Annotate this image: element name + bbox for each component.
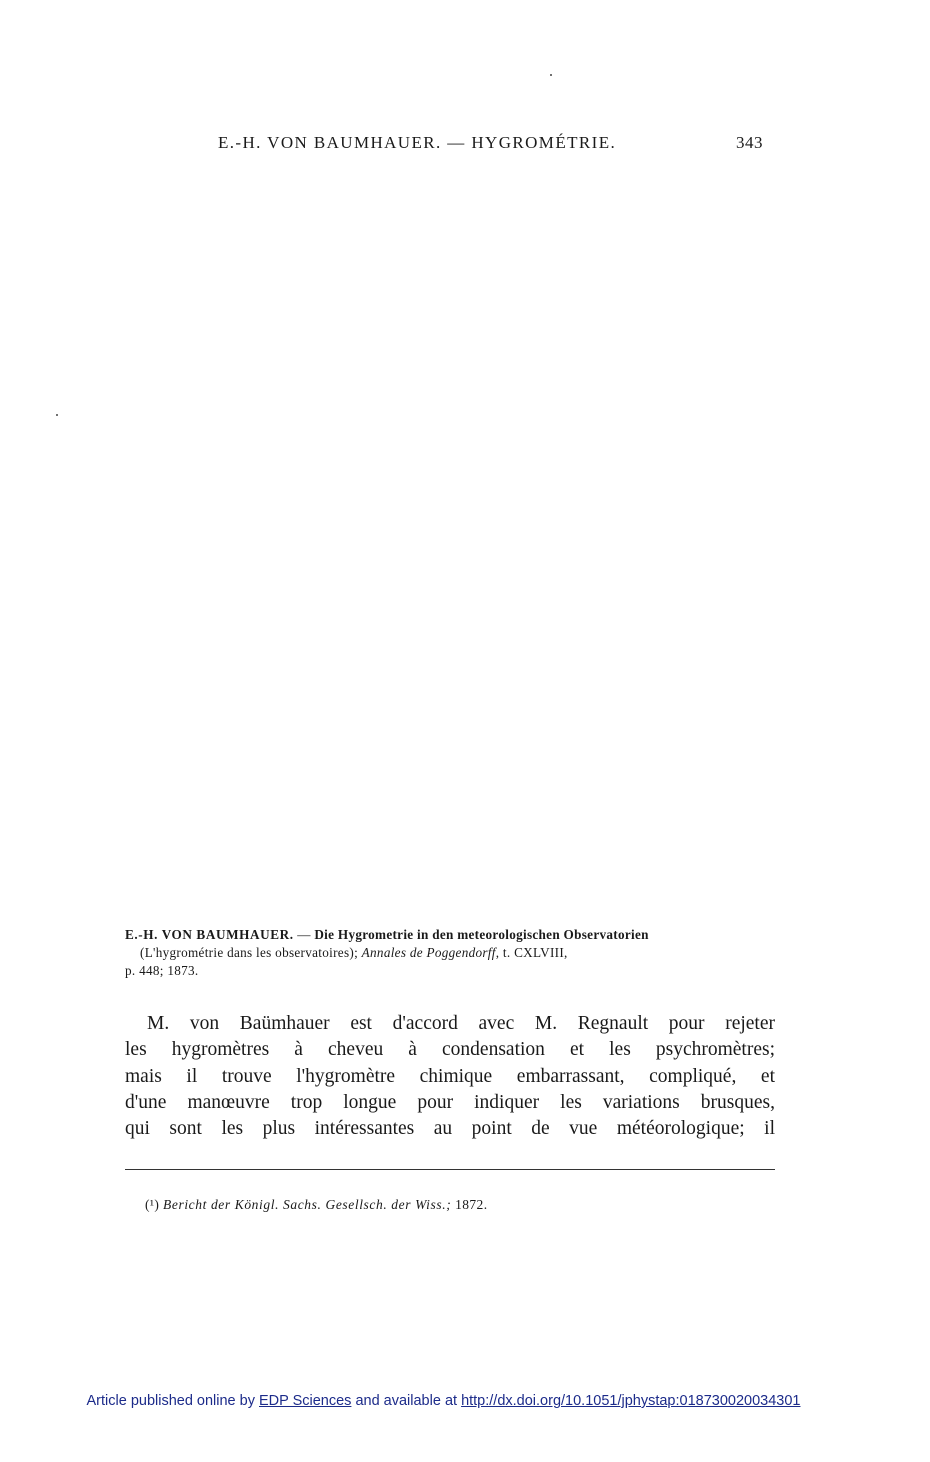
running-title: E.-H. VON BAUMHAUER. — HYGROMÉTRIE. — [218, 133, 617, 152]
citation-line-2 — [125, 944, 775, 962]
body-line: d'une manœuvre trop longue pour indiquer les variations brusques, — [125, 1091, 775, 1113]
footnote — [145, 1197, 487, 1213]
citation-title: Die Hygrometrie in den meteorologischen Observatorien — [314, 927, 649, 942]
running-head — [218, 133, 763, 157]
citation-volume: , t. CXLVIII, — [495, 945, 568, 960]
publisher-banner — [0, 1393, 887, 1409]
citation-dash: — — [293, 927, 315, 942]
publisher-prefix: Article published online by — [86, 1393, 255, 1409]
body-line: les hygromètres à cheveu à condensation et les psychromètres; — [125, 1039, 775, 1061]
citation-journal: Annales de Poggendorff — [361, 945, 496, 960]
citation-block — [125, 926, 775, 980]
citation-line-1 — [125, 926, 775, 944]
footnote-rule — [125, 1169, 775, 1170]
doi-link[interactable]: http://dx.doi.org/10.1051/jphystap:018730020034301 — [461, 1393, 801, 1409]
footnote-year: 1872. — [455, 1197, 488, 1212]
citation-line-3 — [125, 962, 775, 980]
citation-pages: p. 448; 1873. — [125, 963, 199, 978]
publisher-middle: and available at — [355, 1393, 458, 1409]
scan-speck — [56, 414, 58, 416]
citation-translation: (L'hygrométrie dans les observatoires); — [140, 945, 359, 960]
citation-author: E.-H. VON BAUMHAUER. — [125, 927, 294, 942]
body-line: M. von Baümhauer est d'accord avec M. Regnault pour rejeter — [147, 1013, 775, 1034]
body-paragraph — [125, 1011, 775, 1142]
body-line: mais il trouve l'hygromètre chimique embarrassant, compliqué, et — [125, 1065, 775, 1087]
body-line: qui sont les plus intéressantes au point de vue météorologique; il — [125, 1118, 775, 1140]
footnote-marker: (¹) — [145, 1197, 160, 1212]
scan-speck — [550, 74, 552, 76]
page-number: 343 — [736, 133, 763, 152]
publisher-link[interactable]: EDP Sciences — [259, 1393, 352, 1409]
footnote-text: Bericht der Königl. Sachs. Gesellsch. der Wiss.; — [163, 1197, 452, 1212]
